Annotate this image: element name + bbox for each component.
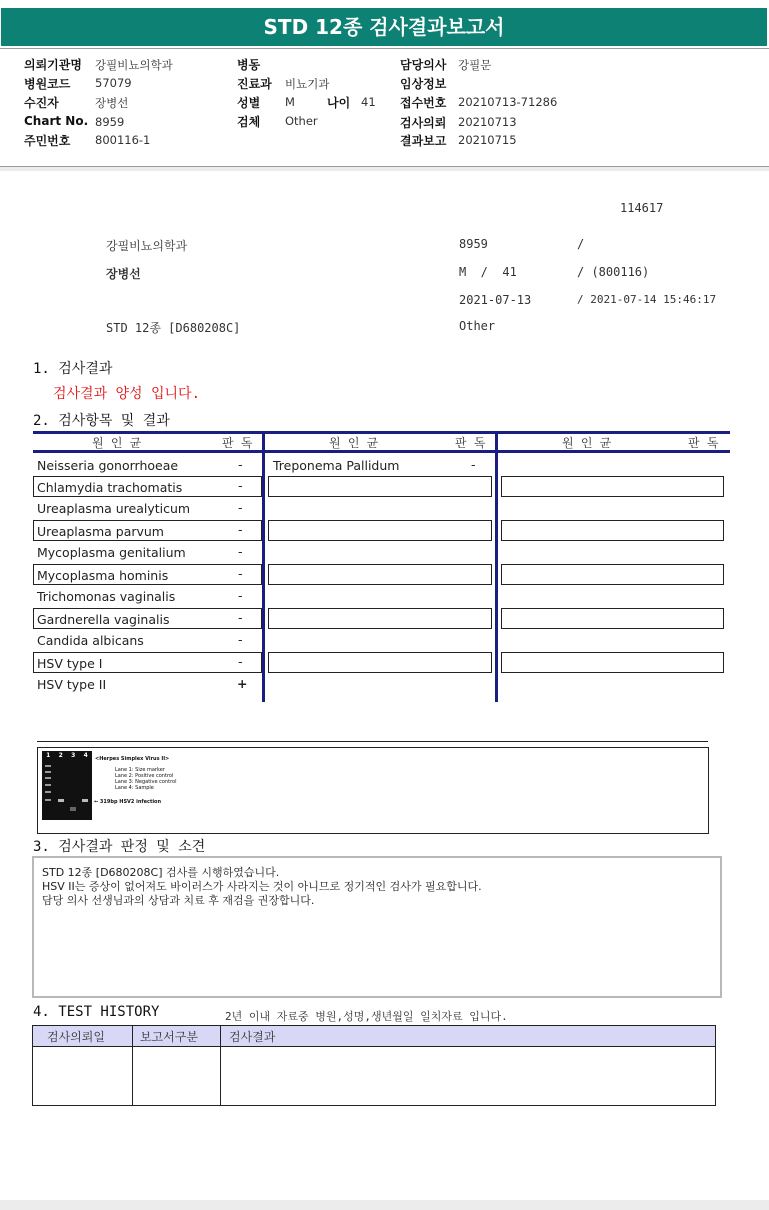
header-label-clinic: 의뢰기관명 — [24, 58, 82, 72]
header-value-receipt-no: 20210713-71286 — [458, 95, 558, 109]
history-col-request-date: 검사의뢰일 — [47, 1030, 105, 1044]
header-shadow — [0, 167, 769, 171]
pathogen-name: Ureaplasma parvum — [37, 524, 164, 539]
pathogen-result: - — [238, 478, 243, 493]
gel-legend-item: Lane 2: Positive control — [115, 773, 174, 779]
table-row — [33, 630, 262, 652]
pathogen-name: Treponema Pallidum — [273, 458, 400, 473]
table-row — [33, 455, 262, 477]
gel-band — [82, 799, 88, 802]
header-label-request-date: 검사의뢰 — [400, 116, 447, 130]
info-chart: 8959 — [459, 237, 488, 251]
pathogen-result: - — [238, 610, 243, 625]
info-ssn: / (800116) — [577, 265, 650, 279]
gel-lane-numbers — [42, 752, 92, 759]
header-label-patient: 수진자 — [24, 96, 59, 110]
header-value-chart-no: 8959 — [95, 115, 125, 129]
table-row — [33, 564, 262, 585]
info-test: STD 12종 [D680208C] — [106, 321, 241, 335]
pathogen-result: - — [238, 588, 243, 603]
report-title: STD 12종 검사결과보고서 — [1, 8, 767, 46]
table-row — [33, 608, 262, 629]
table-row — [33, 586, 262, 608]
col3-judgment-header: 판 독 — [688, 436, 719, 450]
page-footer — [0, 1200, 769, 1210]
empty-cell — [501, 564, 724, 585]
table-row — [33, 498, 262, 520]
header-value-doctor: 강필문 — [458, 58, 492, 72]
gel-lane-number: 4 — [83, 752, 88, 759]
empty-cell — [501, 608, 724, 629]
pathogen-result: - — [238, 457, 243, 472]
header-value-age: 41 — [361, 95, 376, 109]
header-value-hospital-code: 57079 — [95, 76, 132, 90]
gel-electrophoresis-image — [42, 751, 92, 820]
pathogen-result: - — [238, 522, 243, 537]
header-label-report-date: 결과보고 — [400, 134, 447, 148]
gel-legend-item: Lane 4: Sample — [115, 785, 154, 791]
gel-band — [58, 799, 64, 802]
gel-lane-number: 2 — [58, 752, 63, 759]
table-row — [33, 652, 262, 673]
header-value-patient: 장병선 — [95, 96, 129, 110]
result-summary: 검사결과 양성 입니다. — [53, 386, 201, 402]
gel-band-label: ← 319bp HSV2 infection — [94, 799, 162, 805]
pathogen-name: Gardnerella vaginalis — [37, 612, 170, 627]
gel-legend-item: Lane 1: Size marker — [115, 767, 165, 773]
col1-judgment-header: 판 독 — [222, 436, 253, 450]
header-value-ssn: 800116-1 — [95, 133, 151, 147]
header-label-ssn: 주민번호 — [24, 134, 71, 148]
pathogen-name: Neisseria gonorrhoeae — [37, 458, 179, 473]
header-value-sex: M — [285, 95, 295, 109]
empty-cell — [268, 608, 492, 629]
history-table-header — [33, 1026, 715, 1047]
gel-legend-item: Lane 3: Negative control — [115, 779, 177, 785]
table-header-rule — [33, 450, 730, 453]
gel-band — [45, 777, 51, 779]
col3-pathogen-header: 원 인 균 — [562, 436, 612, 450]
pathogen-name: Ureaplasma urealyticum — [37, 501, 191, 516]
info-report-datetime: / 2021-07-14 15:46:17 — [577, 293, 717, 306]
info-specimen: Other — [459, 319, 496, 333]
header-value-report-date: 20210715 — [458, 133, 517, 147]
pathogen-result: - — [238, 654, 243, 669]
table-row — [33, 542, 262, 564]
pathogen-name: HSV type I — [37, 656, 103, 671]
header-label-ward: 병동 — [237, 58, 261, 72]
header-label-department: 진료과 — [237, 77, 272, 91]
gel-band — [45, 765, 51, 767]
gel-top-rule — [37, 741, 708, 742]
gel-title: <Herpes Simplex Virus II> — [95, 756, 170, 762]
header-label-sex: 성별 — [237, 96, 261, 110]
gel-band — [45, 791, 51, 793]
pathogen-name: Candida albicans — [37, 633, 144, 648]
info-patient: 장병선 — [106, 267, 141, 281]
table-row — [268, 455, 492, 477]
info-request-date: 2021-07-13 — [459, 293, 532, 307]
table-divider-1 — [262, 431, 265, 702]
pathogen-result: + — [237, 676, 248, 691]
info-sex-age: M / 41 — [459, 265, 517, 279]
gel-band — [45, 771, 51, 773]
pathogen-name: HSV type II — [37, 677, 107, 692]
pathogen-result: - — [238, 632, 243, 647]
header-label-chart-no: Chart No. — [24, 114, 89, 128]
section1-title: 1. 검사결과 — [33, 361, 113, 377]
history-col-divider — [220, 1026, 221, 1105]
section3-title: 3. 검사결과 판정 및 소견 — [33, 839, 206, 855]
header-label-age: 나이 — [327, 96, 351, 110]
empty-cell — [268, 652, 492, 673]
history-col-result: 검사결과 — [229, 1030, 276, 1044]
header-top-rule — [0, 48, 769, 49]
header-value-specimen: Other — [285, 114, 318, 128]
history-col-divider — [132, 1026, 133, 1105]
opinion-line: 담당 의사 선생님과의 상담과 치료 후 재검을 권장합니다. — [42, 894, 315, 907]
empty-cell — [268, 520, 492, 541]
opinion-line: STD 12종 [D680208C] 검사를 시행하였습니다. — [42, 866, 280, 879]
pathogen-result: - — [238, 544, 243, 559]
table-row-positive — [33, 674, 262, 696]
pathogen-name: Trichomonas vaginalis — [37, 589, 176, 604]
pathogen-result: - — [238, 500, 243, 515]
empty-cell — [501, 652, 724, 673]
info-clinic: 강필비뇨의학과 — [106, 239, 188, 253]
section2-title: 2. 검사항목 및 결과 — [33, 413, 170, 429]
table-row — [33, 520, 262, 541]
header-value-department: 비뇨기과 — [285, 77, 330, 91]
pathogen-name: Chlamydia trachomatis — [37, 480, 183, 495]
header-value-clinic: 강필비뇨의학과 — [95, 58, 173, 72]
col2-pathogen-header: 원 인 균 — [329, 436, 379, 450]
header-label-clinical-info: 임상정보 — [400, 77, 447, 91]
info-slash: / — [577, 237, 585, 251]
header-label-doctor: 담당의사 — [400, 58, 447, 72]
gel-lane-number: 1 — [46, 752, 51, 759]
section4-title: 4. TEST HISTORY — [33, 1004, 160, 1020]
empty-cell — [268, 564, 492, 585]
header-value-request-date: 20210713 — [458, 115, 517, 129]
header-label-specimen: 검체 — [237, 115, 261, 129]
gel-lane-number: 3 — [71, 752, 76, 759]
history-note: 2년 이내 자료중 병원,성명,생년월일 일치자료 입니다. — [225, 1010, 508, 1023]
header-label-hospital-code: 병원코드 — [24, 77, 71, 91]
history-col-report-type: 보고서구분 — [140, 1030, 198, 1044]
opinion-line: HSV II는 증상이 없어져도 바이러스가 사라지는 것이 아니므로 정기적인 검사가 필요합니다. — [42, 880, 482, 893]
table-row — [33, 476, 262, 497]
opinion-box — [32, 856, 722, 998]
empty-cell — [501, 476, 724, 497]
pathogen-result: - — [471, 457, 476, 472]
empty-cell — [501, 520, 724, 541]
gel-band — [45, 799, 51, 801]
gel-band — [70, 807, 76, 811]
pathogen-result: - — [238, 566, 243, 581]
col2-judgment-header: 판 독 — [455, 436, 486, 450]
gel-band — [45, 784, 51, 786]
table-divider-2 — [495, 431, 498, 702]
header-label-receipt-no: 접수번호 — [400, 96, 447, 110]
pathogen-name: Mycoplasma hominis — [37, 568, 169, 583]
col1-pathogen-header: 원 인 균 — [92, 436, 142, 450]
empty-cell — [268, 476, 492, 497]
report-id: 114617 — [620, 201, 664, 215]
pathogen-name: Mycoplasma genitalium — [37, 545, 186, 560]
